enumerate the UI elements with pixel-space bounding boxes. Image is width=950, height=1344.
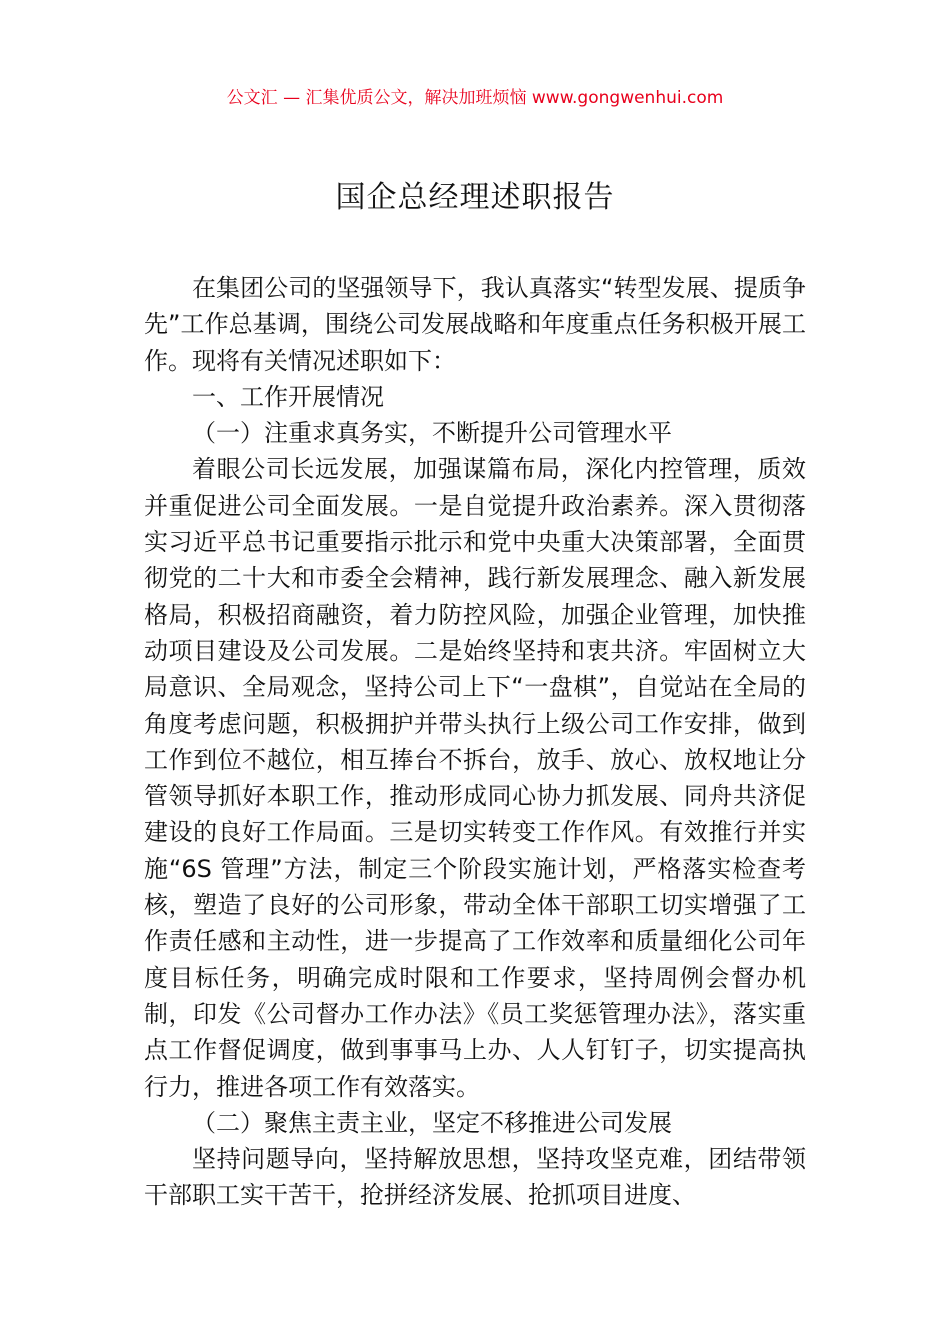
section-heading: 一、工作开展情况 xyxy=(192,382,384,411)
header-banner: 公文汇 — 汇集优质公文，解决加班烦恼 www.gongwenhui.com xyxy=(226,88,724,108)
intro-paragraph: 在集团公司的坚强领导下，我认真落实“转型发展、提质争先”工作总基调，围绕公司发展战略和年度重点任务积极开展工作。现将有关情况述职如下： xyxy=(144,274,806,375)
document-title: 国企总经理述职报告 xyxy=(335,180,615,215)
body-paragraph: 坚持问题导向，坚持解放思想，坚持攻坚克难，团结带领干部职工实干苦干，抢拼经济发展、抢抓项目进度、 xyxy=(144,1145,806,1210)
subsection-heading: （二）聚焦主责主业，坚定不移推进公司发展 xyxy=(192,1108,672,1137)
subsection-heading: （一）注重求真务实，不断提升公司管理水平 xyxy=(192,419,672,448)
body-paragraph: 着眼公司长远发展，加强谋篇布局，深化内控管理，质效并重促进公司全面发展。一是自觉提升政治素养。深入贯彻落实习近平总书记重要指示批示和党中央重大决策部署，全面贯彻党的二十大和市委全会精神，践行新发展理念、融入新发展格局，积极招商融资，着力防控风险，加强企业管理，加快推动项目建设及公司发展。二是始终坚持和衷共济。牢固树立大局意识、全局观念，坚持公司上下“一盘棋”，自觉站在全局的角度考虑问题，积极拥护并带头执行上级公司工作安排，做到工作到位不越位，相互捧台不拆台，放手、放心、放权地让分管领导抓好本职工作，推动形成同心协力抓发展、同舟共济促建设的良好工作局面。三是切实转变工作作风。有效推行并实施“6S 管理”方法，制定三个阶段实施计划，严格落实检查考核，塑造了良好的公司形象，带动全体干部职工切实增强了工作责任感和主动性，进一步提高了工作效率和质量细化公司年度目标任务，明确完成时限和工作要求，坚持周例会督办机制，印发《公司督办工作办法》《员工奖惩管理办法》，落实重点工作督促调度，做到事事马上办、人人钉钉子，切实提高执行力，推进各项工作有效落实。 xyxy=(144,455,806,1101)
document-body xyxy=(144,270,806,1214)
